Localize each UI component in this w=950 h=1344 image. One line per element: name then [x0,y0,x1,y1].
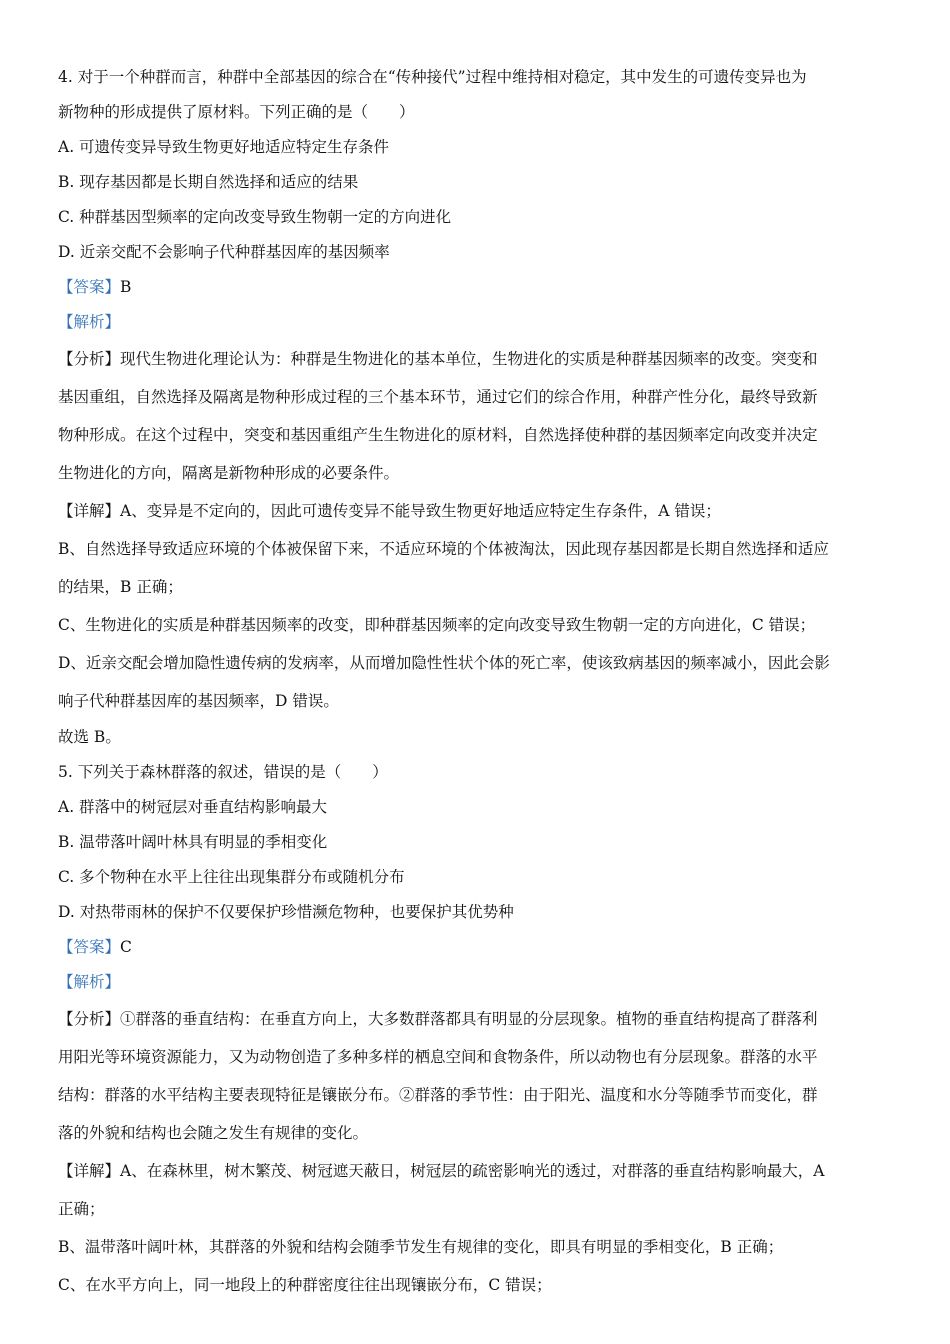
q5-analysis-tag: 【解析】 [58,973,121,991]
q5-xiangjie-tag: 【详解】 [58,1162,121,1180]
q5-option-b: B. 温带落叶阔叶林具有明显的季相变化 [58,833,328,851]
q4-xiangjie-b-1: B、自然选择导致适应环境的个体被保留下来，不适应环境的个体被淘汰，因此现存基因都是长期自然选择和适应 [58,540,829,558]
q5-fenxi-line-2: 用阳光等环境资源能力，又为动物创造了多种多样的栖息空间和食物条件，所以动物也有分层现象。群落的水平 [58,1048,818,1066]
q4-fenxi-line-3: 物种形成。在这个过程中，突变和基因重组产生生物进化的原材料，自然选择使种群的基因频率定向改变并决定 [58,426,818,444]
q4-answer [58,270,896,305]
q5-fenxi-line-1 [58,1000,896,1038]
q5-fenxi-text-1: ①群落的垂直结构：在垂直方向上，大多数群落都具有明显的分层现象。植物的垂直结构提高了群落利 [120,1010,818,1028]
q4-xiangjie-d-2: 响子代种群基因库的基因频率，D 错误。 [58,692,339,710]
q4-option-a: A. 可遗传变异导致生物更好地适应特定生存条件 [58,138,390,156]
q5-analysis-heading [58,965,896,1000]
q4-analysis-tag: 【解析】 [58,313,121,331]
q4-fenxi-tag: 【分析】 [58,350,121,368]
q5-xiangjie-a-text: A、在森林里，树木繁茂、树冠遮天蔽日，树冠层的疏密影响光的透过，对群落的垂直结构影响最大，A [120,1162,825,1180]
q5-answer-tag: 【答案】 [58,938,121,956]
q4-analysis-heading [58,305,896,340]
q5-answer [58,930,896,965]
q4-xiangjie-a [58,492,896,530]
q4-fenxi-line-2: 基因重组，自然选择及隔离是物种形成过程的三个基本环节，通过它们的综合作用，种群产性分化，最终导致新 [58,388,818,406]
document-page [58,60,896,1304]
q4-stem-line-2: 新物种的形成提供了原材料。下列正确的是（ ） [58,103,415,121]
q5-xiangjie-c: C、在水平方向上，同一地段上的种群密度往往出现镶嵌分布，C 错误； [58,1276,552,1294]
q4-xiangjie-c: C、生物进化的实质是种群基因频率的改变，即种群基因频率的定向改变导致生物朝一定的方向进化，C 错误； [58,616,816,634]
q4-xiangjie-a-text: A、变异是不定向的，因此可遗传变异不能导致生物更好地适应特定生存条件，A 错误； [120,502,721,520]
q4-xiangjie-d-1: D、近亲交配会增加隐性遗传病的发病率，从而增加隐性性状个体的死亡率，使该致病基因的频率减小，因此会影 [58,654,830,672]
q5-fenxi-line-3: 结构：群落的水平结构主要表现特征是镶嵌分布。②群落的季节性：由于阳光、温度和水分等随季节而变化，群 [58,1086,818,1104]
q4-xiangjie-tag: 【详解】 [58,502,121,520]
q5-xiangjie-a-2: 正确； [58,1200,105,1218]
q4-stem-line-1: 4. 对于一个种群而言，种群中全部基因的综合在“传种接代”过程中维持相对稳定，其中发生的可遗传变异也为 [58,68,807,86]
q5-fenxi-tag: 【分析】 [58,1010,121,1028]
q5-option-a: A. 群落中的树冠层对垂直结构影响最大 [58,798,328,816]
q5-fenxi-line-4: 落的外貌和结构也会随之发生有规律的变化。 [58,1124,369,1142]
q4-xiangjie-b-2: 的结果，B 正确； [58,578,183,596]
q4-fenxi-text-1: 现代生物进化理论认为：种群是生物进化的基本单位，生物进化的实质是种群基因频率的改变。突变和 [120,350,818,368]
q5-stem: 5. 下列关于森林群落的叙述，错误的是（ ） [58,763,388,781]
q5-xiangjie-a-1 [58,1152,896,1190]
q4-conclusion: 故选 B。 [58,728,121,746]
q4-fenxi-line-4: 生物进化的方向，隔离是新物种形成的必要条件。 [58,464,400,482]
q4-option-c: C. 种群基因型频率的定向改变导致生物朝一定的方向进化 [58,208,452,226]
q5-option-d: D. 对热带雨林的保护不仅要保护珍惜濒危物种，也要保护其优势种 [58,903,514,921]
q4-option-b: B. 现存基因都是长期自然选择和适应的结果 [58,173,359,191]
q4-option-d: D. 近亲交配不会影响子代种群基因库的基因频率 [58,243,390,261]
q4-answer-tag: 【答案】 [58,278,121,296]
q5-answer-value: C [120,938,132,956]
q4-fenxi-line-1 [58,340,896,378]
q5-xiangjie-b: B、温带落叶阔叶林，其群落的外貌和结构会随季节发生有规律的变化，即具有明显的季相变化，B 正确； [58,1238,784,1256]
q4-answer-value: B [120,278,132,296]
q5-option-c: C. 多个物种在水平上往往出现集群分布或随机分布 [58,868,405,886]
